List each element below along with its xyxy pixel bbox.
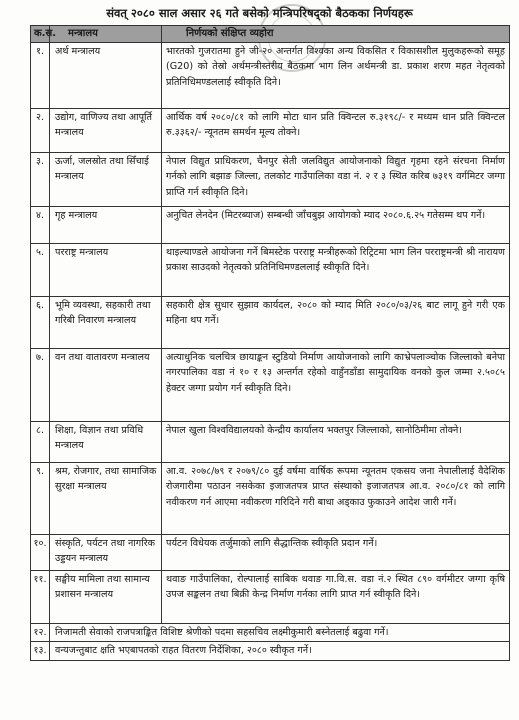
- table-row: [31, 152, 510, 206]
- row-ministry: अर्थ मन्त्रालय: [50, 42, 162, 108]
- row-ministry: भूमि व्यवस्था, सहकारी तथा गरिबी निवारण मन्त्रालय: [50, 296, 162, 348]
- table-row: [31, 623, 510, 642]
- row-ministry: संस्कृति, पर्यटन तथा नागरिक उड्डयन मन्त्रालय: [50, 534, 162, 570]
- row-decision: नेपाल खुला विश्वविद्यालयको केन्द्रीय कार्यालय भक्तपुर जिल्लाको, सानोठिमीमा तोक्ने।: [162, 421, 510, 462]
- table-row: [31, 108, 510, 152]
- row-ministry: उद्योग, वाणिज्य तथा आपूर्ति मन्त्रालय: [50, 108, 162, 152]
- table-row: [31, 42, 510, 108]
- row-ministry: गृह मन्त्रालय: [50, 206, 162, 243]
- row-serial: ३.: [31, 152, 50, 206]
- decisions-table: [30, 25, 510, 661]
- row-serial: १२.: [31, 623, 50, 642]
- table-row: [31, 296, 510, 348]
- row-serial: ८.: [31, 421, 50, 462]
- row-decision-full: निजामती सेवाको राजपत्राङ्कित विशिष्ट श्रेणीको पदमा सहसचिव लक्ष्मीकुमारी बस्नेतलाई बढुवा गर्ने।: [50, 623, 510, 642]
- table-row: [31, 570, 510, 623]
- table-row: [31, 462, 510, 534]
- row-serial: १३.: [31, 642, 50, 661]
- header-decision: निर्णयको संक्षिप्त व्यहोरा: [162, 26, 510, 43]
- table-row: [31, 421, 510, 462]
- row-ministry: श्रम, रोजगार, तथा सामाजिक सुरक्षा मन्त्रालय: [50, 462, 162, 534]
- header-serial: क.स.: [31, 26, 50, 43]
- table-row: [31, 534, 510, 570]
- row-decision: अत्याधुनिक चलचित्र छायाङ्कन स्टुडियो निर्माण आयोजनाको लागि काभ्रेपलाञ्चोक जिल्लाको बनेपा नगरपालिका वडा नं १० र १३ अन्तर्गत रहेको वाहुँनडाँडा सामुदायिक वनको कुल जम्मा २.५०८५ हेक्टर जग्गा प्रयोग गर्न स्वीकृति दिने।: [162, 348, 510, 421]
- row-serial: ४.: [31, 206, 50, 243]
- row-serial: ६.: [31, 296, 50, 348]
- row-serial: ११.: [31, 570, 50, 623]
- row-decision: आ.व. २०७८/७९ र २०७९/८० दुई वर्षमा वार्षिक रूपमा न्यूनतम एकसय जना नेपालीलाई वैदेशिक रोजगारीमा पठाउन नसकेका इजाजतपत्र प्राप्त संस्थाको इजाजतपत्र आ.व. २०८०/८१ को लागि नवीकरण गर्न आएमा नवीकरण गरिदिने गरी बाधा अड्काउ फुकाउने आदेश जारी गर्ने।: [162, 462, 510, 534]
- row-serial: २.: [31, 108, 50, 152]
- document-title: संवत् २०८० साल असार २६ गते बसेको मन्त्रिपरिषद्को बैठकका निर्णयहरू: [106, 6, 413, 20]
- row-ministry: ऊर्जा, जलस्रोत तथा सिँचाई मन्त्रालय: [50, 152, 162, 206]
- table-row: [31, 206, 510, 243]
- row-decision-full: वन्यजन्तुबाट क्षति भएबापतको राहत वितरण निर्देशिका, २०८० स्वीकृत गर्ने।: [50, 642, 510, 661]
- row-decision: थाइल्याण्डले आयोजना गर्ने बिमस्टेक परराष्ट्र मन्त्रीहरूको रिट्रिटमा भाग लिन परराष्ट्रमन्त्री श्री नारायण प्रकाश साउदको नेतृत्वको प्रतिनिधिमण्डललाई स्वीकृति दिने।: [162, 243, 510, 296]
- table-header-row: [31, 26, 510, 43]
- table-row: [31, 348, 510, 421]
- row-ministry: वन तथा वातावरण मन्त्रालय: [50, 348, 162, 421]
- row-ministry: परराष्ट्र मन्त्रालय: [50, 243, 162, 296]
- row-decision: सहकारी क्षेत्र सुधार सुझाव कार्यदल, २०८० को म्याद मिति २०८०/०३/२६ बाट लागू हुने गरी एक महिना थप गर्ने।: [162, 296, 510, 348]
- row-decision: पर्यटन विधेयक तर्जुमाको लागि सैद्धान्तिक स्वीकृति प्रदान गर्ने।: [162, 534, 510, 570]
- row-decision: नेपाल विद्युत प्राधिकरण, चैनपुर सेती जलविद्युत आयोजनाको विद्युत गृहमा रहने संरचना निर्माण गर्नको लागि बझाङ जिल्ला, तलकोट गाउँपालिका वडा नं. २ र ३ स्थित करिब ७३१९ वर्गमिटर जग्गा प्राप्ति गर्न स्वीकृति दिने।: [162, 152, 510, 206]
- row-serial: ५.: [31, 243, 50, 296]
- row-decision: थवाङ गाउँपालिका, रोल्पालाई साबिक थवाङ गा.वि.स. वडा नं.२ स्थित ८९० वर्गमीटर जग्गा कृषि उपज सङ्कलन तथा बिक्री केन्द्र निर्माण गर्नका लागि प्राप्त गर्न स्वीकृति दिने।: [162, 570, 510, 623]
- table-row: [31, 642, 510, 661]
- row-ministry: सङ्घीय मामिला तथा सामान्य प्रशासन मन्त्रालय: [50, 570, 162, 623]
- header-ministry: मन्त्रालय: [50, 26, 162, 43]
- row-decision: भारतको गुजरातमा हुने जी-२० अन्तर्गत विश्वका अन्य विकसित र विकासशील मुलुकहरूको समूह (G20) को तेस्रो अर्थमन्त्रीस्तरीय बैठकमा भाग लिन अर्थमन्त्री डा. प्रकाश शरण महत नेतृत्वको प्रतिनिधिमण्डललाई स्वीकृति दिने।: [162, 42, 510, 108]
- table-row: [31, 243, 510, 296]
- row-serial: १०.: [31, 534, 50, 570]
- row-serial: १.: [31, 42, 50, 108]
- row-decision: अनुचित लेनदेन (मिटरब्याज) सम्बन्धी जाँचबुझ आयोगको म्याद २०८०.६.२५ गतेसम्म थप गर्ने।: [162, 206, 510, 243]
- row-serial: ९.: [31, 462, 50, 534]
- row-ministry: शिक्षा, विज्ञान तथा प्रविधि मन्त्रालय: [50, 421, 162, 462]
- row-serial: ७.: [31, 348, 50, 421]
- row-decision: आर्थिक वर्ष २०८०/८१ को लागि मोटा धान प्रति क्विन्टल रु.३१९८/- र मध्यम धान प्रति क्विन्टल रु.३३६२/- न्यूनतम समर्थन मूल्य तोक्ने।: [162, 108, 510, 152]
